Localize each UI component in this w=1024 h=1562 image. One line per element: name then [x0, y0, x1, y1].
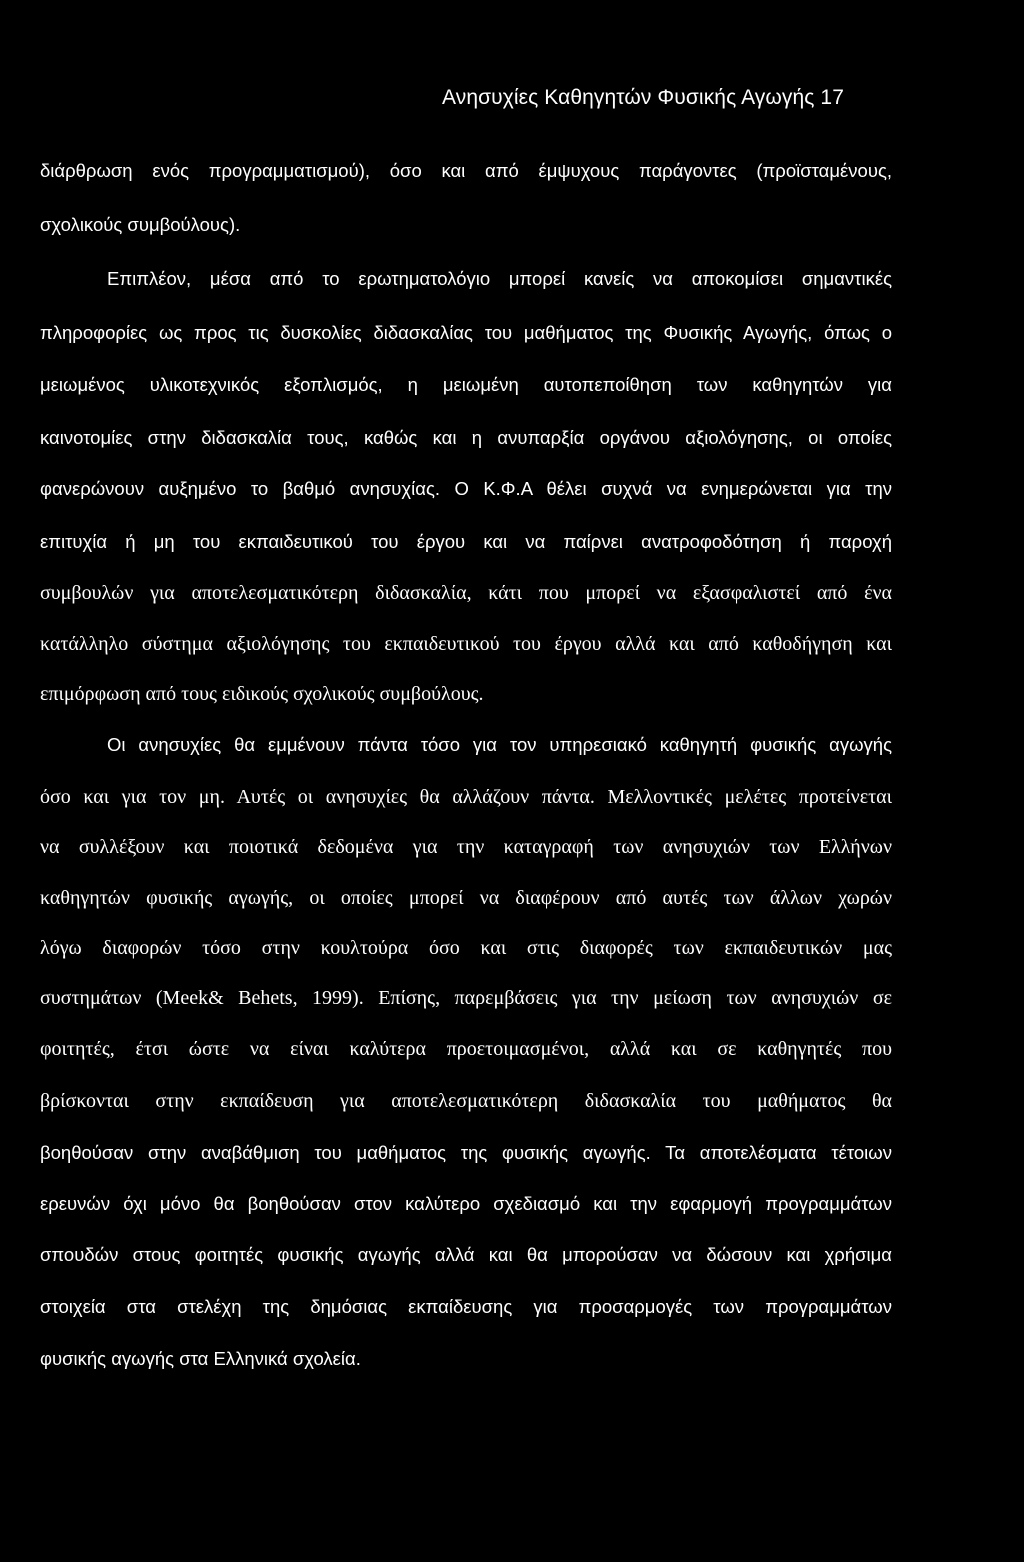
text-line: φοιτητές, έτσι ώστε να είναι καλύτερα προετοιμασμένοι, αλλά και σε καθηγητές που [40, 1038, 892, 1060]
text-line: φανερώνουν αυξημένο το βαθμό ανησυχίας. Ο Κ.Φ.Α θέλει συχνά να ενημερώνεται για την [40, 478, 892, 499]
text-line: μειωμένος υλικοτεχνικός εξοπλισμός, η μειωμένη αυτοπεποίθηση των καθηγητών για [40, 374, 892, 395]
text-line: όσο και για τον μη. Αυτές οι ανησυχίες θα αλλάζουν πάντα. Μελλοντικές μελέτες προτείνεται [40, 786, 892, 808]
text-line: βρίσκονται στην εκπαίδευση για αποτελεσματικότερη διδασκαλία του μαθήματος θα [40, 1090, 892, 1112]
running-header: Ανησυχίες Καθηγητών Φυσικής Αγωγής 17 [442, 86, 844, 109]
text-line: καθηγητών φυσικής αγωγής, οι οποίες μπορεί να διαφέρουν από αυτές των άλλων χωρών [40, 887, 892, 909]
text-line: σπουδών στους φοιτητές φυσικής αγωγής αλλά και θα μπορούσαν να δώσουν και χρήσιμα [40, 1244, 892, 1265]
text-line: σχολικούς συμβούλους). [40, 214, 241, 235]
text-line: Επιπλέον, μέσα από το ερωτηματολόγιο μπορεί κανείς να αποκομίσει σημαντικές [107, 268, 892, 289]
text-line: καινοτομίες στην διδασκαλία τους, καθώς και η ανυπαρξία οργάνου αξιολόγησης, οι οποίες [40, 427, 892, 448]
text-line: επιμόρφωση από τους ειδικούς σχολικούς συμβούλους. [40, 683, 484, 705]
text-line: συστημάτων (Meek& Behets, 1999). Επίσης, παρεμβάσεις για την μείωση των ανησυχιών σε [40, 987, 892, 1009]
text-line: συμβουλών για αποτελεσματικότερη διδασκαλία, κάτι που μπορεί να εξασφαλιστεί από ένα [40, 582, 892, 604]
text-line: επιτυχία ή μη του εκπαιδευτικού του έργου και να παίρνει ανατροφοδότηση ή παροχή [40, 531, 892, 552]
text-line: διάρθρωση ενός προγραμματισμού), όσο και από έμψυχους παράγοντες (προϊσταμένους, [40, 160, 892, 181]
text-line: κατάλληλο σύστημα αξιολόγησης του εκπαιδευτικού του έργου αλλά και από καθοδήγηση και [40, 633, 892, 655]
text-line: ερευνών όχι μόνο θα βοηθούσαν στον καλύτερο σχεδιασμό και την εφαρμογή προγραμμάτων [40, 1193, 892, 1214]
text-line: πληροφορίες ως προς τις δυσκολίες διδασκαλίας του μαθήματος της Φυσικής Αγωγής, όπως ο [40, 322, 892, 343]
text-line: να συλλέξουν και ποιοτικά δεδομένα για την καταγραφή των ανησυχιών των Ελλήνων [40, 836, 892, 858]
text-line: λόγω διαφορών τόσο στην κουλτούρα όσο και στις διαφορές των εκπαιδευτικών μας [40, 937, 892, 959]
text-line: βοηθούσαν στην αναβάθμιση του μαθήματος της φυσικής αγωγής. Τα αποτελέσματα τέτοιων [40, 1142, 892, 1163]
text-line: φυσικής αγωγής στα Ελληνικά σχολεία. [40, 1348, 361, 1369]
text-line: στοιχεία στα στελέχη της δημόσιας εκπαίδευσης για προσαρμογές των προγραμμάτων [40, 1296, 892, 1317]
text-line: Οι ανησυχίες θα εμμένουν πάντα τόσο για τον υπηρεσιακό καθηγητή φυσικής αγωγής [107, 734, 892, 755]
